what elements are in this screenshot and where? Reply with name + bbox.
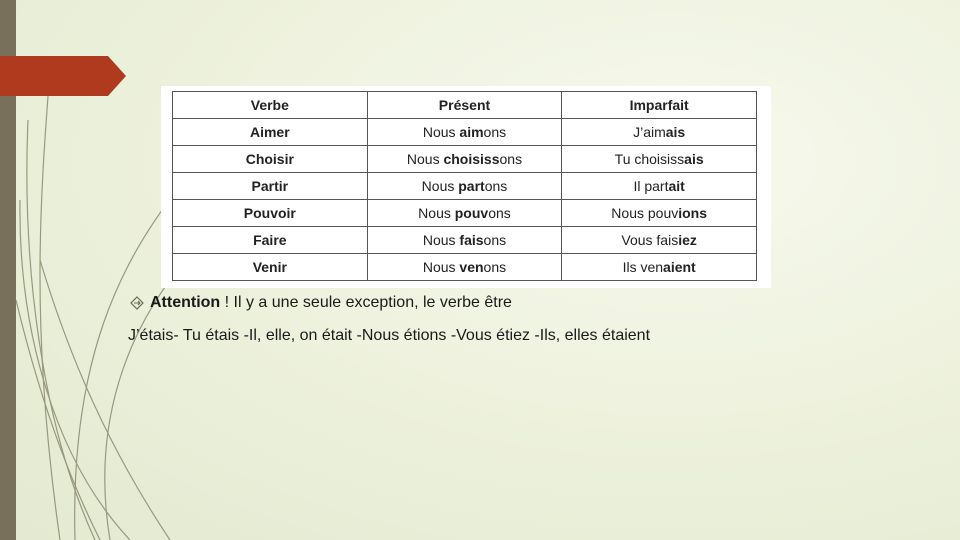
verb-cell: Pouvoir — [173, 200, 368, 227]
imparfait-segment: Nous pouv — [611, 205, 679, 221]
present-segment: ons — [484, 178, 508, 194]
diamond-arrow-icon — [130, 296, 144, 310]
present-segment: ons — [483, 259, 507, 275]
red-tab-decoration — [0, 56, 126, 96]
imparfait-segment: Il part — [633, 178, 669, 194]
present-segment: ons — [483, 232, 507, 248]
imparfait-segment: Vous fais — [621, 232, 679, 248]
imparfait-segment: J’aim — [633, 124, 666, 140]
present-segment: ons — [488, 205, 511, 221]
table-row — [173, 254, 757, 281]
present-segment: part — [458, 178, 485, 194]
present-segment: aim — [459, 124, 484, 140]
present-segment: ven — [459, 259, 484, 275]
verb-cell: Partir — [173, 173, 368, 200]
verb-cell: Choisir — [173, 146, 368, 173]
column-header-present: Présent — [367, 92, 562, 119]
imparfait-cell — [562, 119, 757, 146]
verb-cell: Faire — [173, 227, 368, 254]
present-segment: Nous — [406, 151, 444, 167]
column-header-verbe: Verbe — [173, 92, 368, 119]
attention-note — [130, 294, 512, 312]
table-row — [173, 227, 757, 254]
present-segment: Nous — [422, 232, 460, 248]
column-header-imparfait: Imparfait — [562, 92, 757, 119]
present-segment: ons — [483, 124, 507, 140]
imparfait-segment: Ils ven — [622, 259, 664, 275]
imparfait-cell — [562, 200, 757, 227]
present-cell — [367, 200, 562, 227]
conjugation-table — [172, 91, 757, 281]
imparfait-segment: iez — [678, 232, 697, 248]
attention-label: Attention — [150, 294, 221, 311]
present-cell — [367, 173, 562, 200]
present-cell — [367, 254, 562, 281]
present-segment: fais — [459, 232, 484, 248]
table-row — [173, 200, 757, 227]
table-row — [173, 173, 757, 200]
present-segment: Nous — [421, 178, 459, 194]
present-cell — [367, 146, 562, 173]
imparfait-cell — [562, 146, 757, 173]
verb-cell: Aimer — [173, 119, 368, 146]
imparfait-segment: ais — [665, 124, 686, 140]
table-row — [173, 119, 757, 146]
present-cell — [367, 119, 562, 146]
imparfait-cell — [562, 227, 757, 254]
table-header-row — [173, 92, 757, 119]
present-segment: Nous — [422, 124, 460, 140]
imparfait-cell — [562, 254, 757, 281]
imparfait-segment: ait — [668, 178, 685, 194]
attention-text: ! Il y a une seule exception, le verbe être — [220, 294, 512, 311]
imparfait-cell — [562, 173, 757, 200]
table-row — [173, 146, 757, 173]
present-segment: Nous — [418, 205, 455, 221]
present-segment: choisiss — [443, 151, 500, 167]
conjugation-table-panel — [161, 86, 771, 288]
verb-cell: Venir — [173, 254, 368, 281]
present-segment: Nous — [422, 259, 460, 275]
present-segment: ons — [499, 151, 523, 167]
present-cell — [367, 227, 562, 254]
imparfait-segment: ais — [684, 151, 704, 167]
imparfait-segment: ions — [678, 205, 708, 221]
imparfait-segment: aient — [663, 259, 696, 275]
etre-conjugation-example: J’étais- Tu étais -Il, elle, on était -Nous étions -Vous étiez -Ils, elles étaient — [128, 327, 651, 344]
present-segment: pouv — [454, 205, 489, 221]
imparfait-segment: Tu choisiss — [614, 151, 685, 167]
